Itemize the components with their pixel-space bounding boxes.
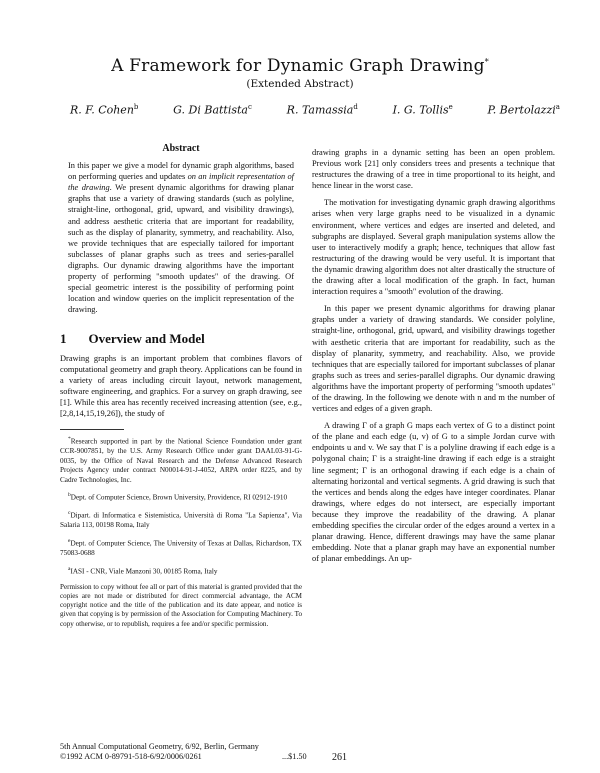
author: I. G. Tollis$^e$	[392, 103, 453, 117]
body-paragraph: A drawing Γ of a graph G maps each vertex of G to a distinct point of the plane and each edge (u, v) of G to a simple Jordan curve with endpoints u and v. We say that Γ is a polyline drawing if each edge is a polygonal chain; Γ is a straight-line drawing if each edge is a straight line segment; Γ is an orthogonal drawing if each edge is a chain of alternating horizontal and vertical segments. A grid drawing is such that the vertices and bends along the edges have integer coordinates. Planar drawings, where edges do not intersect, are especially important because they improve the readability of the drawing. A planar embedding specifies the circular order of the edges around a vertex in a planar drawing. Hence, different drawings may have the same planar embedding. Note that a planar graph may have an exponential number of planar embeddings. An up-	[312, 421, 555, 564]
title-footnote-mark: *	[484, 57, 489, 67]
right-column	[312, 147, 555, 570]
author: R. Tamassia$^d$	[286, 103, 358, 117]
section-paragraph: Drawing graphs is an important problem that combines flavors of computational geometry and graph theory. Applications can be found in a variety of areas including circuit layout, network management, software engineering, and graphics. For a survey on graph drawing, see [1]. While this area has recently received increasing attention (see, e.g., [2,8,14,15,19,26]), the study of	[60, 353, 302, 418]
author: R. F. Cohen$^b$	[70, 103, 139, 117]
footnote: $^e$Dept. of Computer Science, The University of Texas at Dallas, Richardson, TX 75083-0688	[60, 537, 302, 557]
author: G. Di Battista$^c$	[173, 103, 252, 117]
section-heading	[60, 331, 302, 347]
footnote: *Research supported in part by the National Science Foundation under grant CCR-9007851, by the U.S. Army Research Office under grant DAAL03-91-G-0035, by the Office of Naval Research and the Defense Advanced Research Projects Agency under contract N00014-91-J-4052, ARPA order 8225, and by Cadre Technologies, Inc.	[60, 436, 302, 484]
conference-line: 5th Annual Computational Geometry, 6/92, Berlin, Germany	[60, 742, 259, 751]
title-text: A Framework for Dynamic Graph Drawing	[111, 56, 485, 76]
footnote: $^c$Dipart. di Informatica e Sistemistica, Università di Roma "La Sapienza", Via Salaria 113, 00198 Roma, Italy	[60, 510, 302, 530]
page-number: 261	[332, 752, 347, 763]
footnote: $^a$IASI - CNR, Viale Manzoni 30, 00185 Roma, Italy	[68, 565, 218, 575]
permission-notice: Permission to copy without fee all or part of this material is granted provided that the copies are not made or distributed for direct commercial advantage, the ACM copyright notice and the title of the publication and its date appear, and notice is given that copying is by permission of the Association for Computing Machinery. To copy otherwise, or to republish, requires a fee and/or specific permission.	[60, 582, 302, 628]
footnote-divider	[60, 429, 124, 430]
price: ...$1.50	[282, 752, 307, 761]
abstract-body: In this paper we give a model for dynamic graph algorithms, based on performing queries and updates on an implicit representation of the drawing. We present dynamic algorithms for drawing planar graphs that use a variety of drawing standards (such as polyline, straight-line, orthogonal, grid, upward, and visibility drawings), and address aesthetic criteria that are important for readability, such as the display of planarity, symmetry, and reachability. Also, we provide techniques that are especially tailored for important subclasses of planar graphs such as trees and series-parallel digraphs. Our dynamic drawing algorithms have the important property of performing "smooth updates" of the drawing. Of special geometric interest is the possibility of performing point location and window queries on the implicit representation of the drawing.	[68, 161, 295, 315]
body-paragraph: drawing graphs in a dynamic setting has been an open problem. Previous work [21] only considers trees and presents a technique that restructures the drawing of a tree in time proportional to its height, and hence linear in the worst case.	[312, 148, 555, 191]
body-paragraph: In this paper we present dynamic algorithms for drawing planar graphs under a variety of drawing standards. We consider polyline, straight-line, orthogonal, grid, upward, and visibility drawings together with aesthetic criteria that are important for readability, such as the display of planarity, symmetry, and reachability. Also, we provide techniques that are especially tailored for important subclasses of planar graphs such as trees and series-parallel digraphs. Our dynamic drawing algorithms have the important property of performing "smooth updates" of the drawing. In the following we denote with n and m the number of vertices and edges of a given graph.	[312, 304, 555, 414]
section-number: 1	[60, 331, 67, 347]
abstract-heading: Abstract	[162, 143, 200, 154]
section-title: Overview and Model	[88, 331, 205, 347]
paper-subtitle: (Extended Abstract)	[246, 78, 354, 90]
author-list	[70, 103, 560, 117]
copyright-line: ©1992 ACM 0-89791-518-6/92/0006/0261	[60, 752, 202, 761]
paper-title	[0, 56, 600, 76]
author: P. Bertolazzi$^a$	[487, 103, 560, 117]
left-column	[60, 143, 302, 629]
page-footer	[60, 742, 480, 762]
footnote: $^b$Dept. of Computer Science, Brown University, Providence, RI 02912-1910	[68, 492, 288, 502]
body-paragraph: The motivation for investigating dynamic graph drawing algorithms arises when very large graphs need to be visualized in a dynamic environment, where vertices and edges are inserted and deleted, and subgraphs are displayed. Several graph manipulation systems allow the user to interactively modify a graph; hence, techniques that allow fast restructuring of the drawing would be very useful. It is important that the dynamic drawing algorithm does not alter drastically the structure of the drawing after a local modification of the graph. In fact, human interaction requires a "smooth" evolution of the drawing.	[312, 198, 555, 297]
